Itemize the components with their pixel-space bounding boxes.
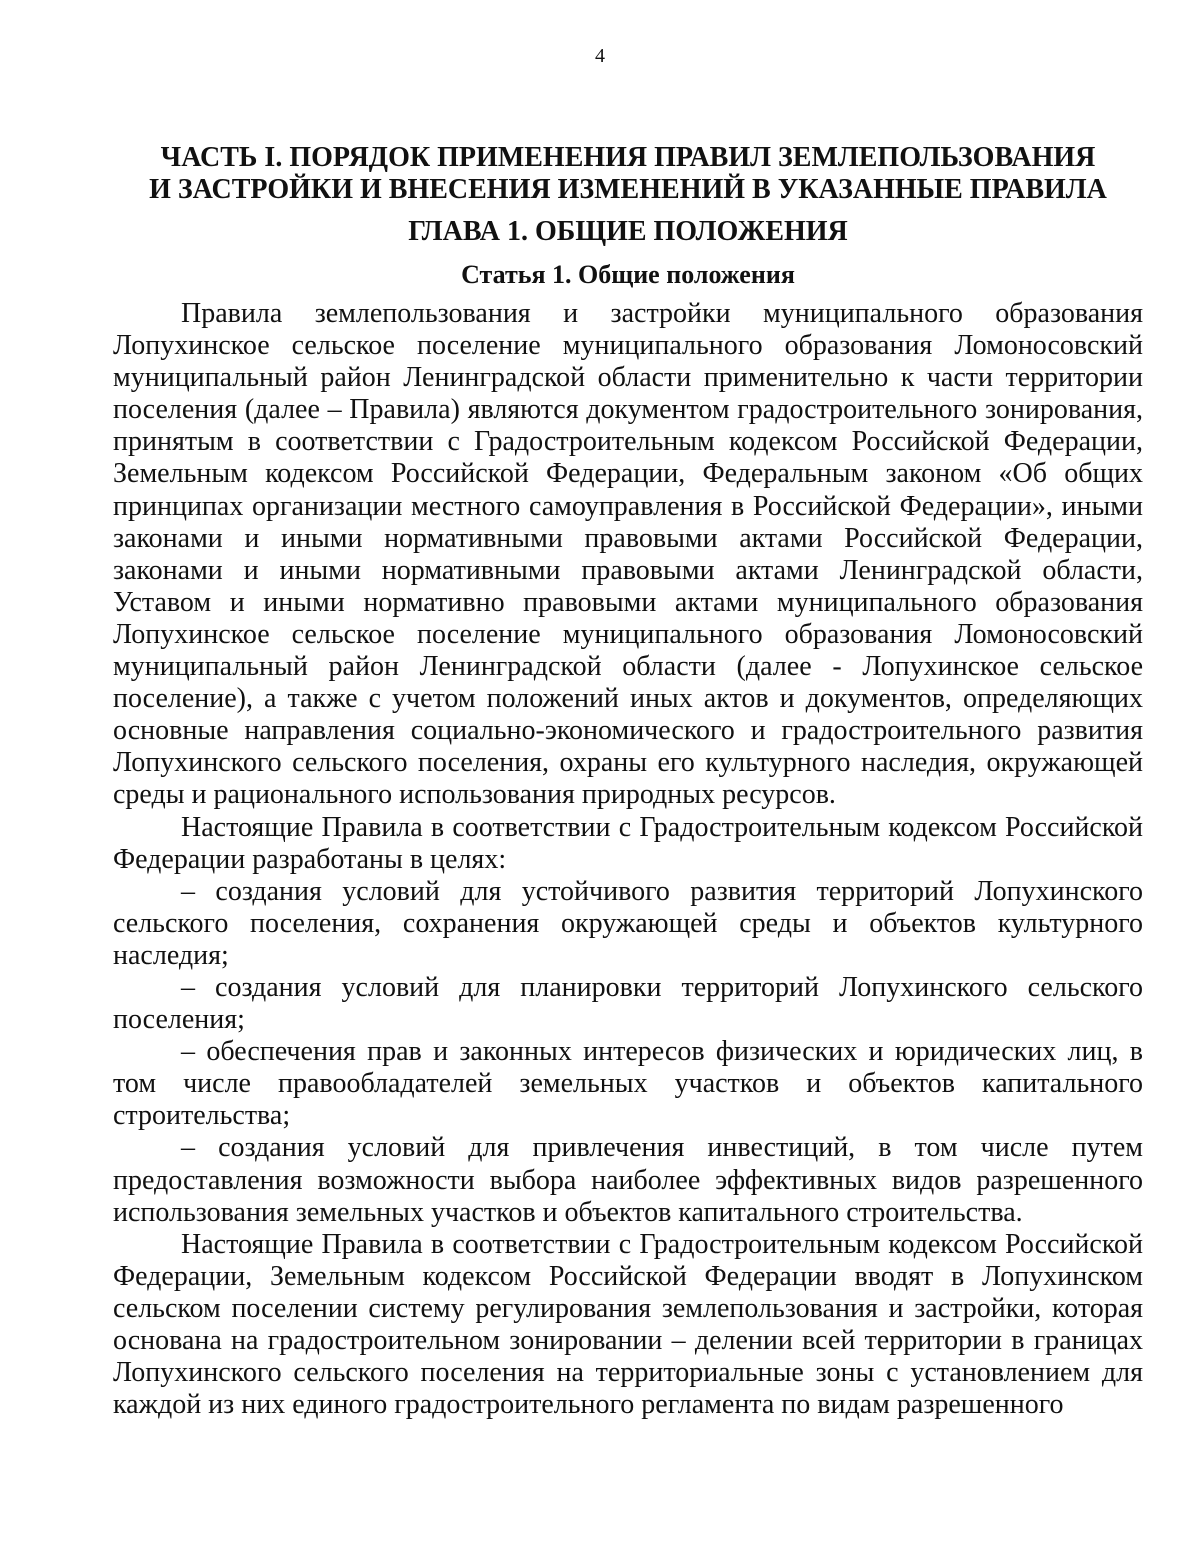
part-title-line-2: И ЗАСТРОЙКИ И ВНЕСЕНИЯ ИЗМЕНЕНИЙ В УКАЗАННЫЕ ПРАВИЛА <box>149 174 1107 205</box>
page-number: 4 <box>595 45 605 67</box>
paragraph-regulation-system: Настоящие Правила в соответствии с Градостроительным кодексом Российской Федерации, Земельным кодексом Российской Федерации вводят в Лопухинском сельском поселении систему регулирования землепользования и застройки, которая основана на градостроительном зонировании – делении всей территории в границах Лопухинского сельского поселения на территориальные зоны с установлением для каждой из них единого градостроительного регламента по видам разрешенного <box>113 1228 1143 1421</box>
paragraph-rules-definition: Правила землепользования и застройки муниципального образования Лопухинское сельское поселение муниципального образования Ломоносовский муниципальный район Ленинградской области применительно к части территории поселения (далее – Правила) являются документом градостроительного зонирования, принятым в соответствии с Градостроительным кодексом Российской Федерации, Земельным кодексом Российской Федерации, Федеральным законом «Об общих принципах организации местного самоуправления в Российской Федерации», иными законами и иными нормативными правовыми актами Российской Федерации, законами и иными нормативными правовыми актами Ленинградской области, Уставом и иными нормативно правовыми актами муниципального образования Лопухинское сельское поселение муниципального образования Ломоносовский муниципальный район Ленинградской области (далее - Лопухинское сельское поселение), а также с учетом положений иных актов и документов, определяющих основные направления социально-экономического и градостроительного развития Лопухинского сельского поселения, охраны его культурного наследия, окружающей среды и рационального использования природных ресурсов. <box>113 298 1143 811</box>
document-body <box>113 142 1143 1421</box>
list-item-rights-protection: – обеспечения прав и законных интересов физических и юридических лиц, в том числе правообладателей земельных участков и объектов капитального строительства; <box>113 1036 1143 1132</box>
paragraph-purposes-intro: Настоящие Правила в соответствии с Градостроительным кодексом Российской Федерации разработаны в целях: <box>113 811 1143 875</box>
article-text <box>113 298 1143 1421</box>
article-title: Статья 1. Общие положения <box>461 260 795 289</box>
part-title-line-1: ЧАСТЬ I. ПОРЯДОК ПРИМЕНЕНИЯ ПРАВИЛ ЗЕМЛЕПОЛЬЗОВАНИЯ <box>160 142 1096 173</box>
list-item-investment-conditions: – создания условий для привлечения инвестиций, в том числе путем предоставления возможности выбора наиболее эффективных видов разрешенного использования земельных участков и объектов капитального строительства. <box>113 1132 1143 1228</box>
list-item-territory-planning: – создания условий для планировки территорий Лопухинского сельского поселения; <box>113 971 1143 1036</box>
part-title <box>113 142 1143 206</box>
chapter-title: ГЛАВА 1. ОБЩИЕ ПОЛОЖЕНИЯ <box>408 216 848 247</box>
list-item-sustainable-development: – создания условий для устойчивого развития территорий Лопухинского сельского поселения, сохранения окружающей среды и объектов культурного наследия; <box>113 875 1143 971</box>
